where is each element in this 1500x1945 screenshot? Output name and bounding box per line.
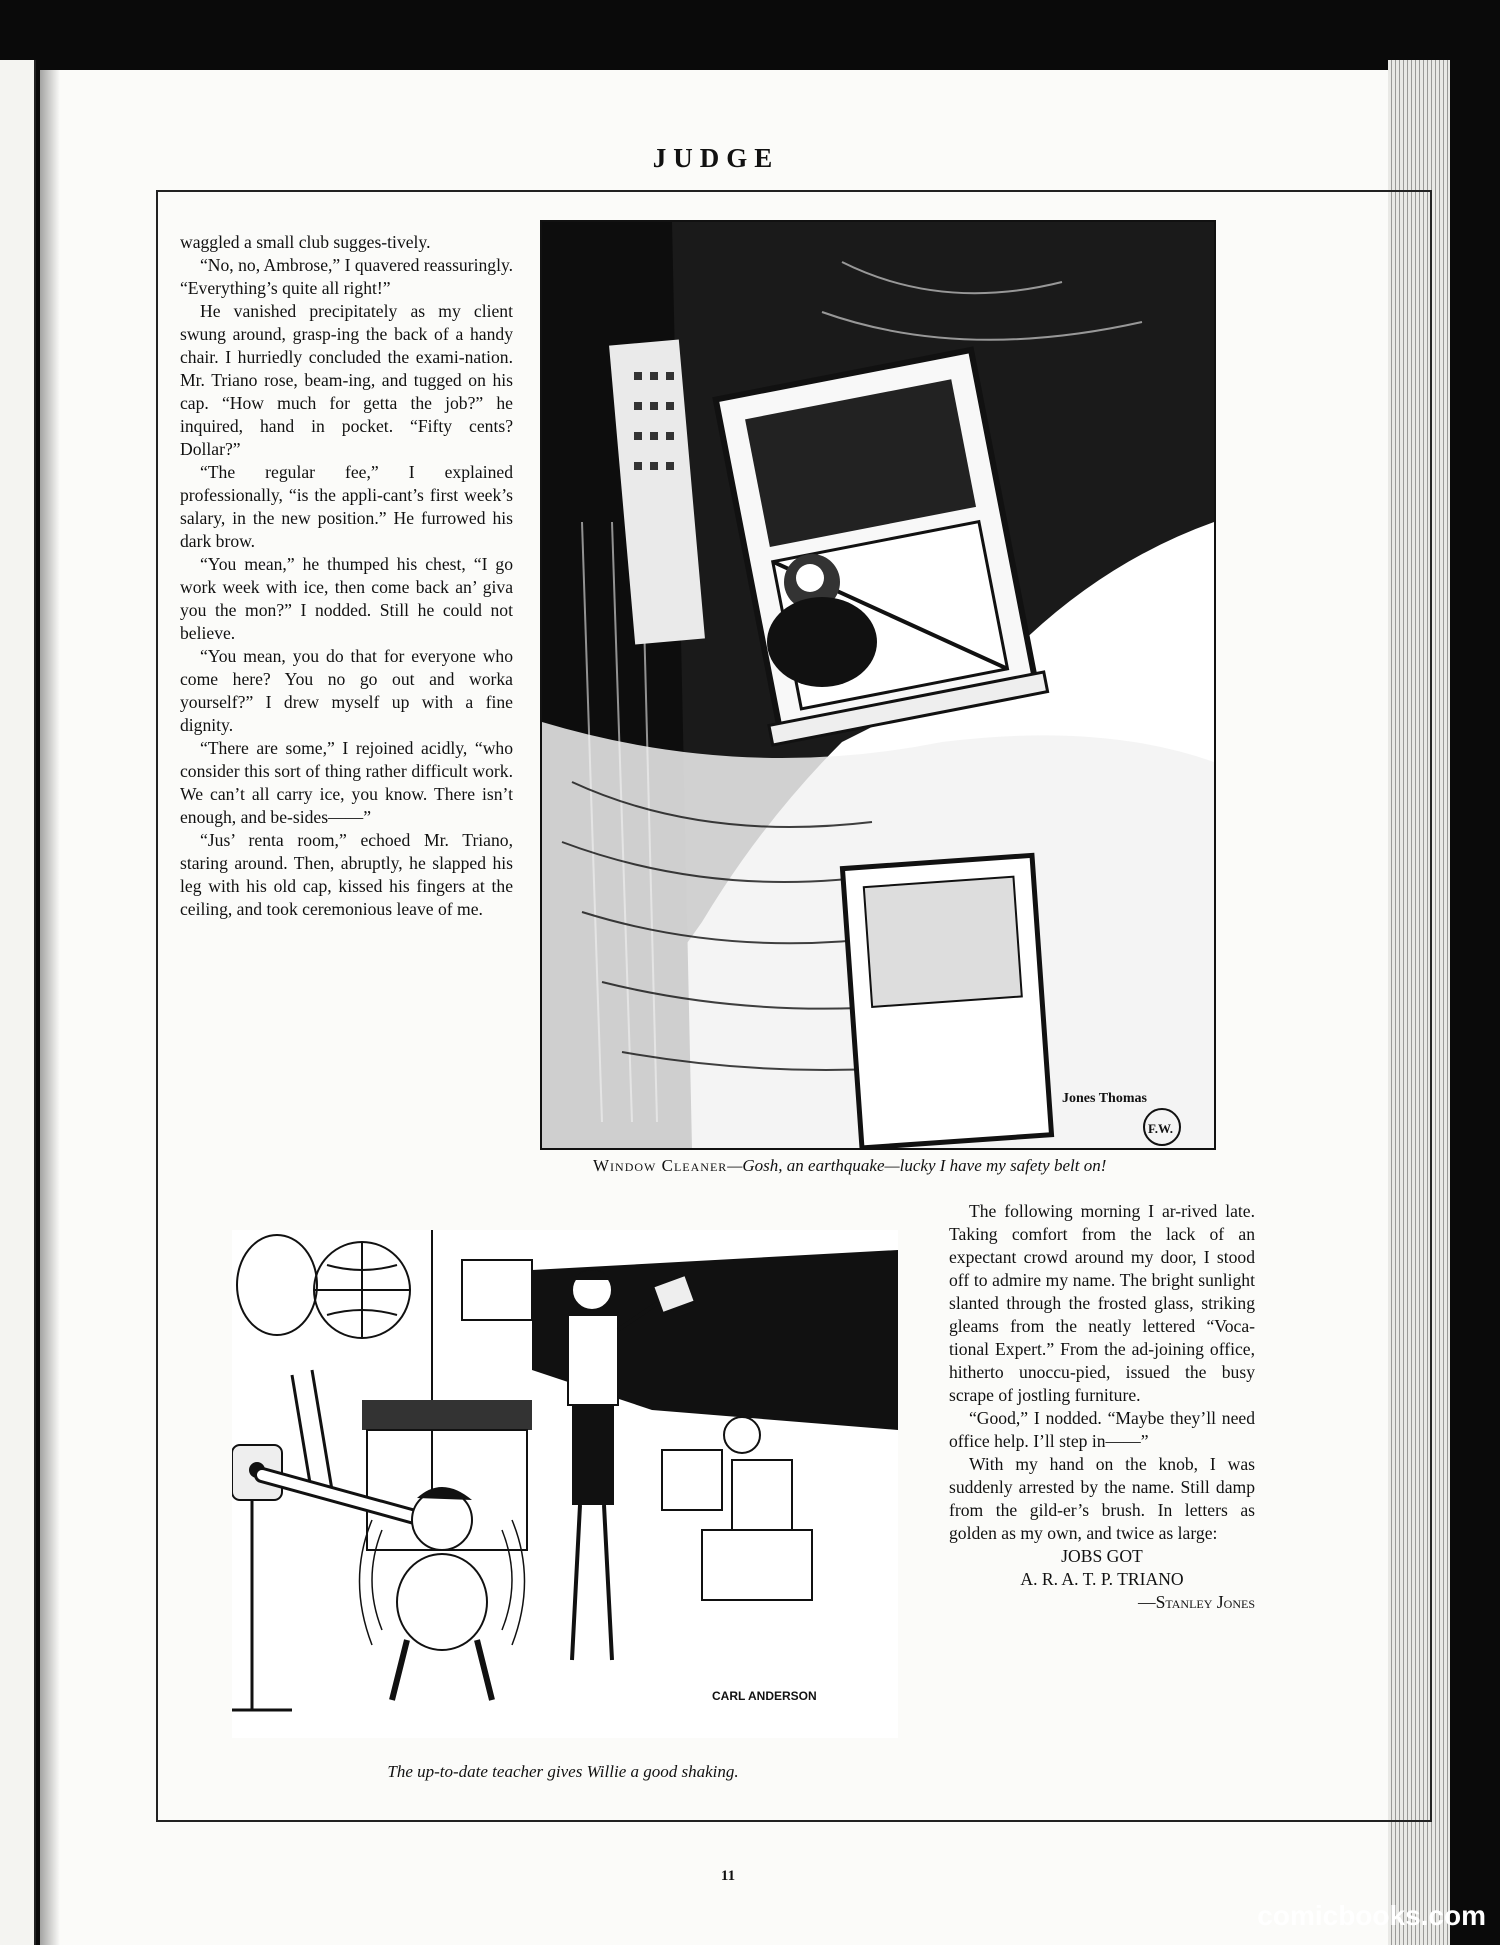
site-watermark: comicbooks.com	[1257, 1900, 1486, 1931]
window-cleaner-caption	[593, 1154, 1213, 1178]
sign-text-line-2: A. R. A. T. P. TRIANO	[1020, 1569, 1184, 1589]
paragraph: He vanished precipitately as my client swung around, grasp-ing the back of a handy chair. I hurriedly concluded the exami-nation. Mr. Triano rose, beam-ing, and tugged on his cap. “How much for getta the job?” he inquired, hand in pocket. “Fifty cents? Dollar?”	[180, 301, 513, 459]
paragraph: waggled a small club sugges-tively.	[180, 232, 431, 252]
cartoonist-signature: CARL ANDERSON	[712, 1689, 817, 1703]
author-byline: —Stanley Jones	[1138, 1592, 1255, 1612]
paragraph: “There are some,” I rejoined acidly, “who consider this sort of thing rather difficult work. We can’t all carry ice, you know. There isn’t enough, and be-sides——”	[180, 738, 513, 827]
paragraph: The following morning I ar-rived late. Taking comfort from the lack of an expectant crowd around my door, I stood off to admire my name. The bright sunlight slanted through the frosted glass, striking gleams from the neatly lettered “Voca-tional Expert.” From the ad-joining office, hitherto unoccu-pied, issued the busy scrape of jostling furniture.	[949, 1201, 1255, 1405]
teacher-caption: The up-to-date teacher gives Willie a good shaking.	[387, 1762, 739, 1781]
paragraph: “Jus’ renta room,” echoed Mr. Triano, staring around. Then, abruptly, he slapped his leg with his old cap, kissed his fingers at the ceiling, and took ceremonious leave of me.	[180, 830, 513, 919]
artist-monogram: F.W.	[1148, 1121, 1174, 1136]
window-cleaner-drawing	[542, 222, 1214, 1148]
caption-label: Window Cleaner	[593, 1156, 728, 1175]
article-left-column	[180, 231, 513, 921]
paragraph: “You mean,” he thumped his chest, “I go work week with ice, then come back an’ giva you the mon?” I nodded. Still he could not believe.	[180, 554, 513, 643]
paragraph: With my hand on the knob, I was suddenly arrested by the name. Still damp from the gild-er’s brush. In letters as golden as my own, and twice as large:	[949, 1454, 1255, 1543]
teacher-cartoon	[232, 1230, 898, 1738]
paragraph: “Good,” I nodded. “Maybe they’ll need office help. I’ll step in——”	[949, 1408, 1255, 1451]
paragraph: “No, no, Ambrose,” I quavered reassuringly. “Everything’s quite all right!”	[180, 255, 514, 298]
teacher-drawing	[232, 1230, 898, 1738]
paragraph: “You mean, you do that for everyone who come here? You no go out and worka yourself?” I drew myself up with a fine dignity.	[180, 646, 513, 735]
paragraph: “The regular fee,” I explained professionally, “is the appli-cant’s first week’s salary, in the new position.” He furrowed his dark brow.	[180, 462, 513, 551]
facing-page-edge	[0, 60, 36, 1945]
article-right-column	[949, 1200, 1255, 1614]
sign-text-line-1: JOBS GOT	[1061, 1546, 1143, 1566]
cartoonist-signature: Jones Thomas	[1062, 1091, 1147, 1106]
window-cleaner-cartoon	[540, 220, 1216, 1150]
caption-text: —Gosh, an earthquake—lucky I have my safety belt on!	[727, 1156, 1107, 1175]
page-number: 11	[720, 1868, 736, 1884]
spine-shadow	[40, 70, 60, 1945]
magazine-masthead: JUDGE	[652, 143, 780, 173]
